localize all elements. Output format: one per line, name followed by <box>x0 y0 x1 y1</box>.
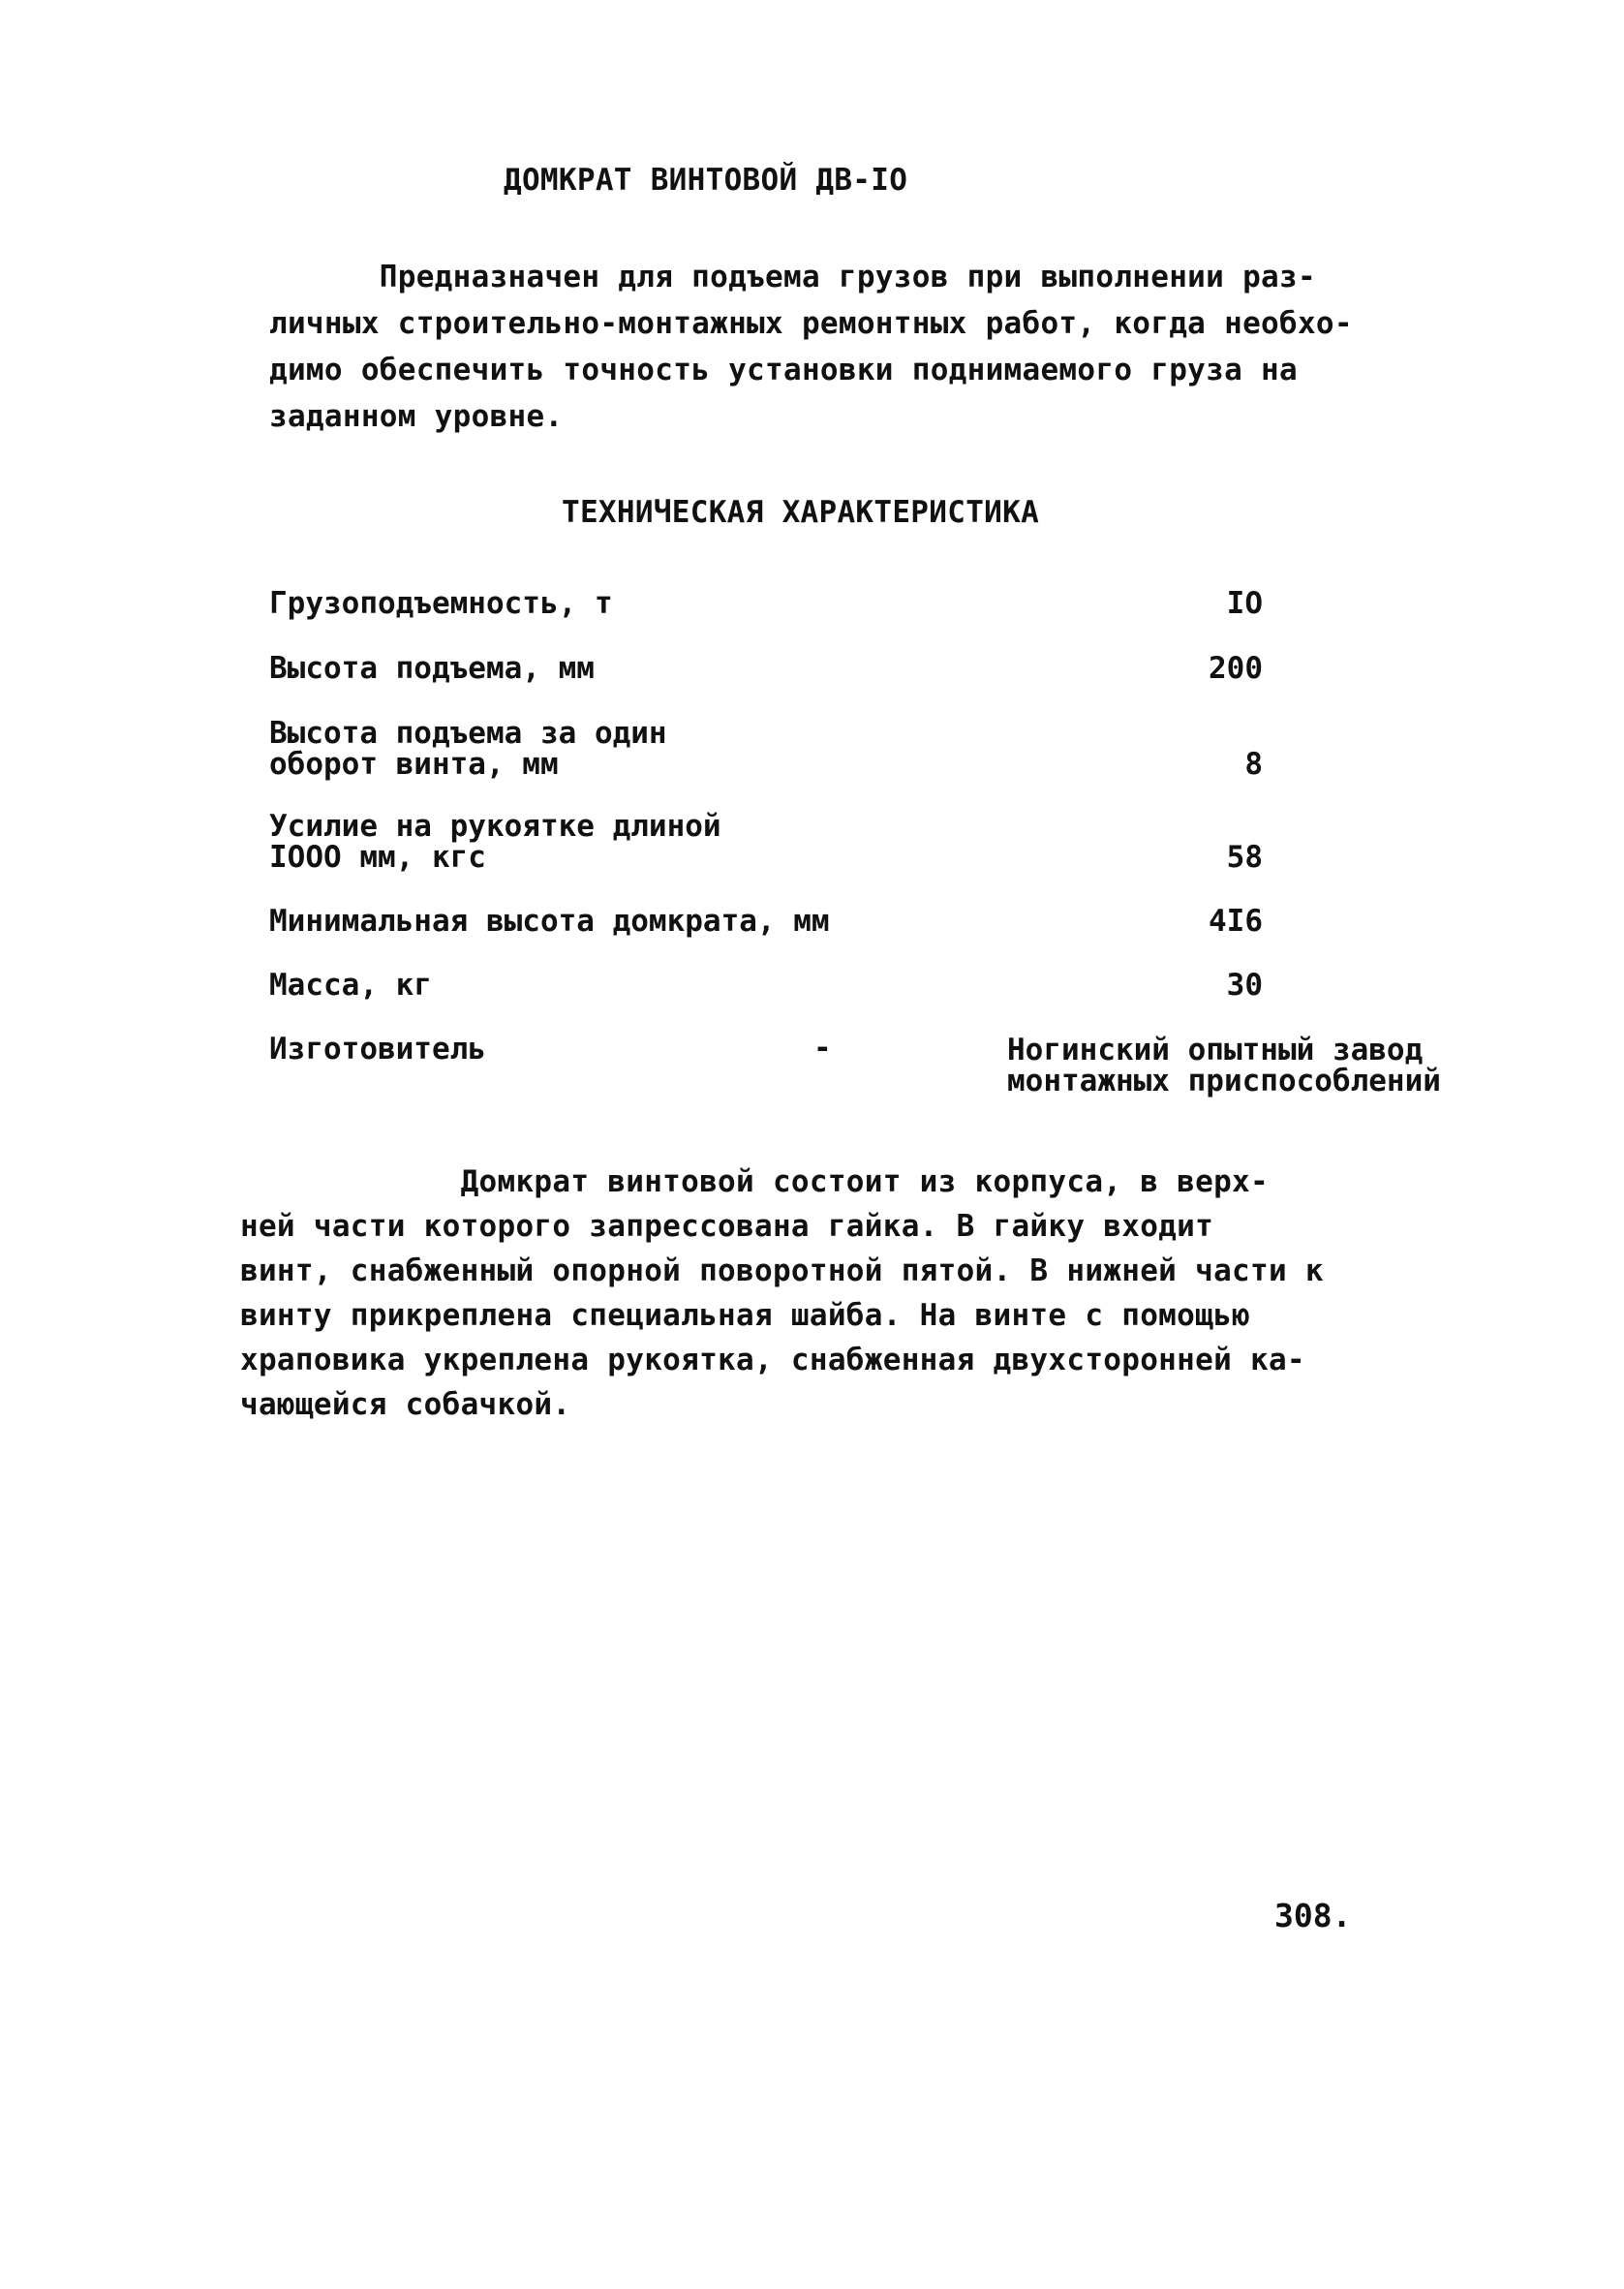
spec-value: 8 <box>1244 747 1263 782</box>
description-line: винту прикреплена специальная шайба. На винте с помощью <box>240 1298 1250 1333</box>
description-line: чающейся собачкой. <box>240 1387 571 1422</box>
description-line: Домкрат винтовой состоит из корпуса, в верх- <box>240 1164 1269 1199</box>
spec-label: оборот винта, мм <box>269 747 559 782</box>
spec-label: Усилие на рукоятке длиной <box>269 809 721 844</box>
intro-line: Предназначен для подъема грузов при выполнении раз- <box>269 260 1316 294</box>
spec-value: 200 <box>1209 651 1263 686</box>
spec-label: Грузоподъемность, т <box>269 586 613 621</box>
description-line: винт, снабженный опорной поворотной пятой. В нижней части к <box>240 1253 1324 1288</box>
spec-label: Масса, кг <box>269 968 432 1003</box>
page-number: 308. <box>1274 1897 1352 1934</box>
maker-value: Ногинский опытный завод <box>1007 1033 1424 1067</box>
intro-line: димо обеспечить точность установки поднимаемого груза на <box>269 353 1298 387</box>
spec-label: Минимальная высота домкрата, мм <box>269 904 830 939</box>
spec-value: IO <box>1226 586 1263 621</box>
spec-label: Высота подъема, мм <box>269 651 595 686</box>
spec-value: 30 <box>1226 968 1263 1003</box>
spec-heading: ТЕХНИЧЕСКАЯ ХАРАКТЕРИСТИКА <box>562 495 1040 530</box>
intro-line: личных строительно-монтажных ремонтных работ, когда необхо- <box>269 306 1353 341</box>
description-line: ней части которого запрессована гайка. В гайку входит <box>240 1209 1214 1244</box>
maker-label: Изготовитель <box>269 1032 486 1067</box>
maker-dash: - <box>813 1031 832 1066</box>
spec-value: 58 <box>1226 840 1263 875</box>
maker-value: монтажных приспособлений <box>1007 1064 1441 1098</box>
spec-value: 4I6 <box>1209 904 1263 939</box>
intro-line: заданном уровне. <box>269 399 564 434</box>
description-line: храповика укреплена рукоятка, снабженная двухсторонней ка- <box>240 1343 1305 1377</box>
spec-label: IOOO мм, кгс <box>269 840 486 875</box>
document-title: ДОМКРАТ ВИНТОВОЙ ДВ-IO <box>504 163 908 198</box>
spec-label: Высота подъема за один <box>269 716 667 751</box>
